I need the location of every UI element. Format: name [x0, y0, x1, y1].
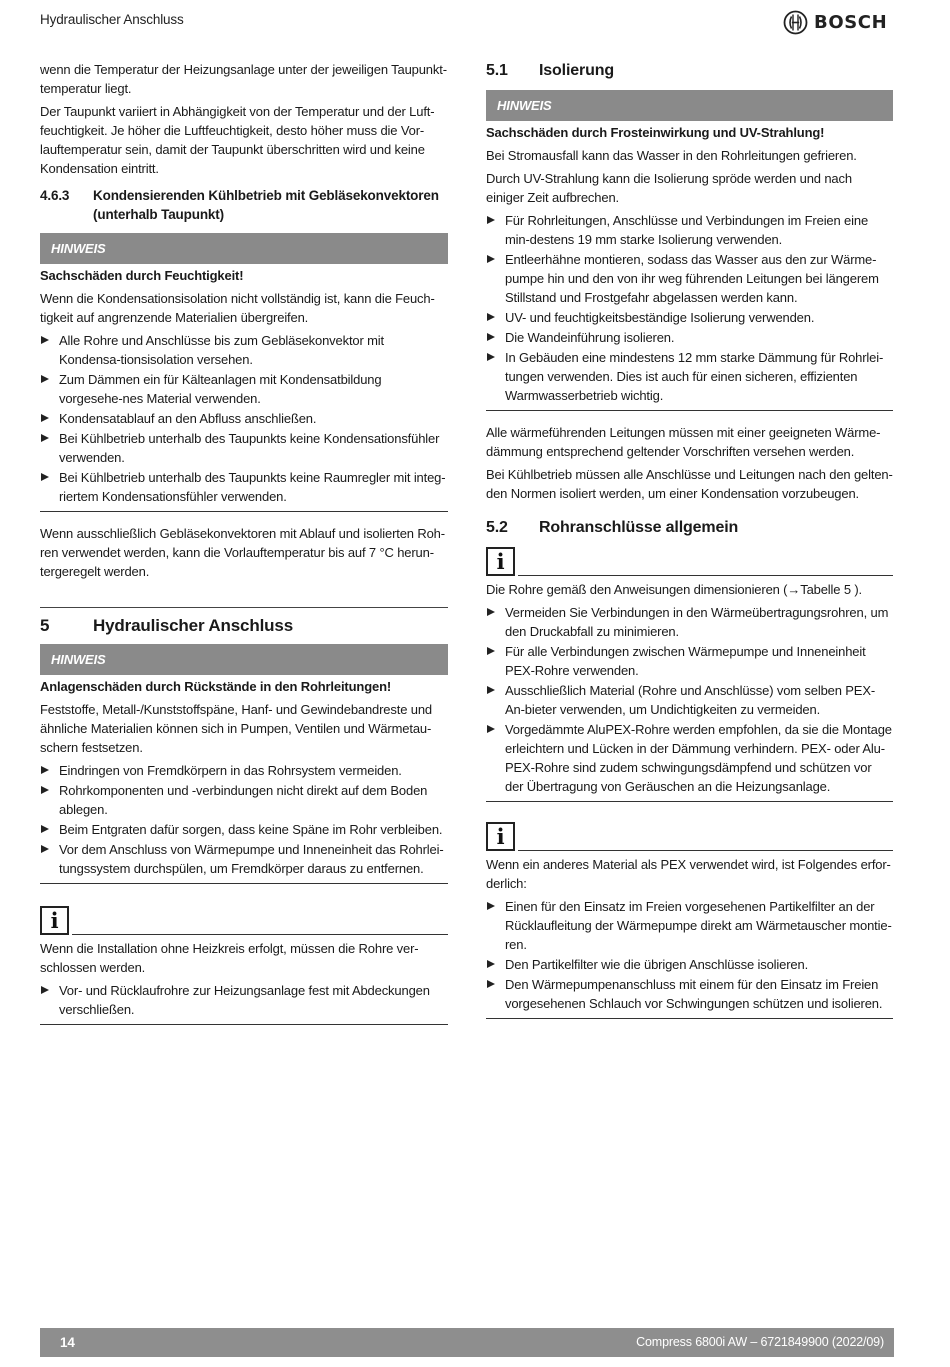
step-item: Vor dem Anschluss von Wärmepumpe und Inneneinheit das Rohrlei-tungssystem durchspülen, um Fremdkörper daraus zu entfernen. [40, 840, 448, 878]
notice-box-moisture [40, 233, 448, 512]
right-column [486, 60, 893, 1031]
step-item: Beim Entgraten dafür sorgen, dass keine Späne im Rohr verbleiben. [40, 820, 448, 839]
step-item: Bei Kühlbetrieb unterhalb des Taupunkts keine Kondensationsfühler verwenden. [40, 429, 448, 467]
section-number: 4.6.3 [40, 188, 70, 203]
info-step-list [486, 897, 893, 1019]
step-item: Kondensatablauf an den Abfluss anschließen. [40, 409, 448, 428]
info-box-other-material [486, 822, 893, 1019]
step-item: Rohrkomponenten und -verbindungen nicht direkt auf dem Boden ablegen. [40, 781, 448, 819]
notice-box-frost-uv [486, 90, 893, 411]
divider [518, 850, 893, 851]
step-item: Vermeiden Sie Verbindungen in den Wärmeübertragungsrohren, um den Druckabfall zu minimieren. [486, 603, 893, 641]
notice-label: HINWEIS [40, 644, 448, 675]
flow-temperature-paragraph: Wenn ausschließlich Gebläsekonvektoren mit Ablauf und isolierten Roh-ren verwendet werden, kann die Vorlauftemperatur bis auf 7 °C herun-tergeregelt werden. [40, 526, 445, 579]
section-5-2-heading [486, 517, 893, 539]
info-header [486, 822, 893, 851]
intro-paragraph-2: Der Taupunkt variiert in Abhängigkeit von der Temperatur und der Luft-feuchtigkeit. Je höher die Luftfeuchtigkeit, desto höher muss die Vor-lauftemperatur sein, damit der Taupunkt überschritten wird und keine Kondensation eintritt. [40, 104, 435, 176]
step-item: UV- und feuchtigkeitsbeständige Isolierung verwenden. [486, 308, 893, 327]
info-icon: i [486, 822, 515, 851]
step-item: Ausschließlich Material (Rohre und Anschlüsse) vom selben PEX-An-bieter verwenden, um Undichtigkeiten zu vermeiden. [486, 681, 893, 719]
chapter-5-heading [40, 607, 448, 637]
page-number: 14 [60, 1335, 75, 1350]
info-header [40, 906, 448, 935]
bosch-armature-icon [783, 10, 808, 35]
notice-step-list [486, 211, 893, 411]
document-reference: Compress 6800i AW – 6721849900 (2022/09) [636, 1335, 884, 1349]
divider [72, 934, 448, 935]
insulation-paragraph-2: Bei Kühlbetrieb müssen alle Anschlüsse und Leitungen nach den gelten-den Normen isoliert werden, um einer Kondensation vorzubeugen. [486, 467, 893, 501]
page-footer [40, 1328, 894, 1357]
info-text: Wenn die Installation ohne Heizkreis erfolgt, müssen die Rohre ver-schlossen werden. [40, 941, 419, 975]
info-icon: i [40, 906, 69, 935]
step-item: Bei Kühlbetrieb unterhalb des Taupunkts keine Raumregler mit integ-riertem Kondensationsfühler verwenden. [40, 468, 448, 506]
step-item: Die Wandeinführung isolieren. [486, 328, 893, 347]
notice-text: Wenn die Kondensationsisolation nicht vollständig ist, kann die Feuch-tigkeit auf angrenzende Materialien übergreifen. [40, 291, 435, 325]
notice-label: HINWEIS [486, 90, 893, 121]
step-item: Einen für den Einsatz im Freien vorgesehenen Partikelfilter an der Rücklaufleitung der Wärmepumpe direkt am Wärmetauscher montie-ren. [486, 897, 893, 954]
section-5-1-heading [486, 60, 893, 82]
notice-label: HINWEIS [40, 233, 448, 264]
chapter-number: 5 [40, 616, 50, 635]
notice-title: Anlagenschäden durch Rückstände in den Rohrleitungen! [40, 679, 392, 694]
brand-wordmark: BOSCH [814, 12, 888, 33]
info-box-pipe-connections [486, 547, 893, 802]
step-item: Für Rohrleitungen, Anschlüsse und Verbindungen im Freien eine min-destens 19 mm starke Isolierung verwenden. [486, 211, 893, 249]
section-4-6-3-heading [40, 186, 448, 224]
running-header-title: Hydraulischer Anschluss [40, 12, 184, 27]
step-item: Entleerhähne montieren, sodass das Wasser aus den zur Wärme-pumpe hin und den von ihr weg führenden Leitungen bei längerem Stillstand und Frostgefahr abgelassen werden kann. [486, 250, 893, 307]
step-item: Vorgedämmte AluPEX-Rohre werden empfohlen, da sie die Montage erleichtern und Lücken in der Dämmung verhindern. PEX- oder Alu-PEX-Rohre sind zudem schwingungsdämpfend und schützen vor der Übertragung von Geräuschen an die Heizungsanlage. [486, 720, 893, 796]
notice-text-uv: Durch UV-Strahlung kann die Isolierung spröde werden und nach einiger Zeit aufbrechen. [486, 171, 852, 205]
divider [518, 575, 893, 576]
notice-title: Sachschäden durch Feuchtigkeit! [40, 268, 244, 283]
brand-logo [783, 10, 887, 35]
step-item: Alle Rohre und Anschlüsse bis zum Gebläsekonvektor mit Kondensa-tionsisolation versehen. [40, 331, 448, 369]
step-item: In Gebäuden eine mindestens 12 mm starke Dämmung für Rohrlei-tungen verwenden. Dies ist auch für einen sicheren, effizienten Warmwasserbetrieb wichtig. [486, 348, 893, 405]
insulation-paragraph-1: Alle wärmeführenden Leitungen müssen mit einer geeigneten Wärme-dämmung entsprechend geltender Vorschriften versehen werden. [486, 425, 881, 459]
step-item: Den Partikelfilter wie die übrigen Anschlüsse isolieren. [486, 955, 893, 974]
step-item: Zum Dämmen ein für Kälteanlagen mit Kondensatbildung vorgesehe-nes Material verwenden. [40, 370, 448, 408]
notice-step-list [40, 761, 448, 884]
section-title: Rohranschlüsse allgemein [539, 519, 739, 536]
notice-text: Feststoffe, Metall-/Kunststoffspäne, Hanf- und Gewindebandreste und ähnliche Materialien können sich in Pumpen, Ventilen und Wärmetau-schern festsetzen. [40, 702, 432, 755]
section-number: 5.2 [486, 519, 508, 536]
notice-box-residues [40, 644, 448, 884]
info-icon: i [486, 547, 515, 576]
intro-paragraph-1: wenn die Temperatur der Heizungsanlage unter der jeweiligen Taupunkt-temperatur liegt. [40, 62, 447, 96]
step-item: Vor- und Rücklaufrohre zur Heizungsanlage fest mit Abdeckungen verschließen. [40, 981, 448, 1019]
info-step-list [486, 603, 893, 802]
info-step-list [40, 981, 448, 1025]
info-text: Die Rohre gemäß den Anweisungen dimensionieren (→Tabelle 5 ). [486, 582, 863, 597]
step-item: Den Wärmepumpenanschluss mit einem für den Einsatz im Freien vorgesehenen Schlauch vor Schwingungen schützen und isolieren. [486, 975, 893, 1013]
section-title: Isolierung [539, 62, 614, 79]
chapter-title: Hydraulischer Anschluss [93, 616, 293, 635]
info-box-no-heating-circuit [40, 906, 448, 1025]
notice-step-list [40, 331, 448, 512]
section-number: 5.1 [486, 62, 508, 79]
left-column [40, 60, 448, 1037]
info-text: Wenn ein anderes Material als PEX verwendet wird, ist Folgendes erfor-derlich: [486, 857, 891, 891]
step-item: Eindringen von Fremdkörpern in das Rohrsystem vermeiden. [40, 761, 448, 780]
notice-text-power-failure: Bei Stromausfall kann das Wasser in den Rohrleitungen gefrieren. [486, 148, 857, 163]
section-title: Kondensierenden Kühlbetrieb mit Gebläsekonvektoren (unterhalb Taupunkt) [93, 188, 439, 222]
notice-title: Sachschäden durch Frosteinwirkung und UV-Strahlung! [486, 125, 825, 140]
step-item: Für alle Verbindungen zwischen Wärmepumpe und Inneneinheit PEX-Rohre verwenden. [486, 642, 893, 680]
info-header [486, 547, 893, 576]
